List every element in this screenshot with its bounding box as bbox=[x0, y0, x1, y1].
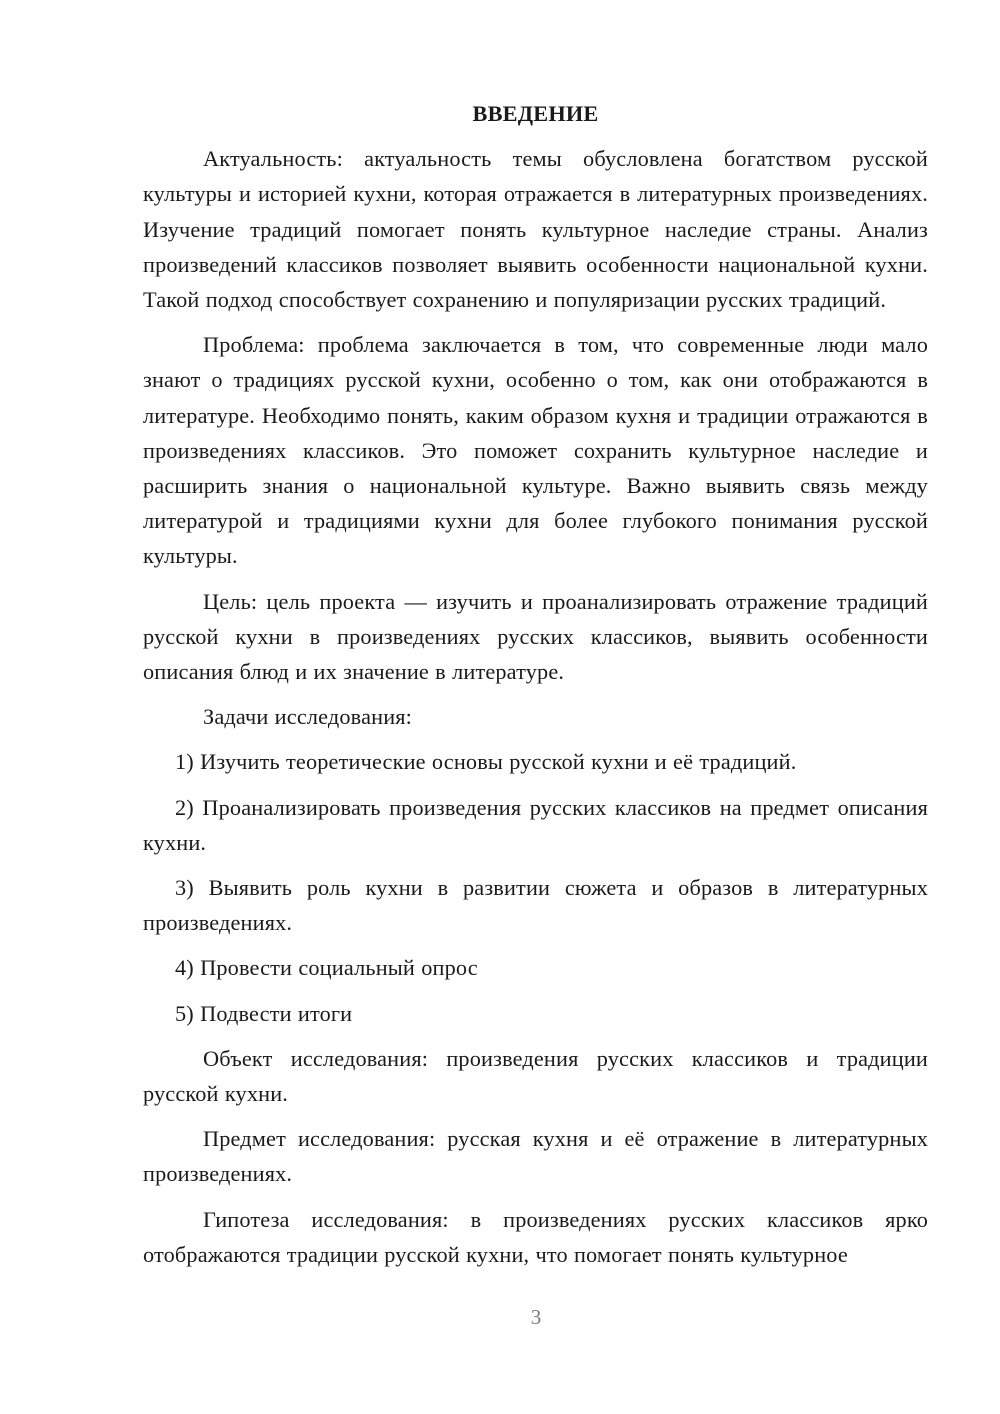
task-item-2: 2) Проанализировать произведения русских классиков на предмет описания кухни. bbox=[143, 794, 928, 855]
problem-paragraph: Проблема: проблема заключается в том, что современные люди мало знают о традициях русской кухни, особенно о том, как они отображаются в литературе. Необходимо понять, каким образом кухня и традиции отражаются в произведениях классиков. Это поможет сохранить культурное наследие и расширить знания о национальной культуре. Важно выявить связь между литературой и традициями кухни для более глубокого понимания русской культуры. bbox=[143, 332, 928, 569]
tasks-heading: Задачи исследования: bbox=[203, 704, 413, 730]
document-body bbox=[143, 96, 928, 1282]
goal-paragraph: Цель: цель проекта — изучить и проанализировать отражение традиций русской кухни в произведениях русских классиков, выявить особенности описания блюд и их значение в литературе. bbox=[143, 588, 928, 685]
hypothesis-paragraph: Гипотеза исследования: в произведениях русских классиков ярко отображаются традиции русской кухни, что помогает понять культурное bbox=[143, 1206, 928, 1267]
relevance-paragraph: Актуальность: актуальность темы обусловлена богатством русской культуры и историей кухни, которая отражается в литературных произведениях. Изучение традиций помогает понять культурное наследие страны. Анализ произведений классиков позволяет выявить особенности национальной кухни. Такой подход способствует сохранению и популяризации русских традиций. bbox=[143, 146, 928, 313]
task-item-3: 3) Выявить роль кухни в развитии сюжета и образов в литературных произведениях. bbox=[143, 875, 928, 936]
section-heading: ВВЕДЕНИЕ bbox=[472, 101, 599, 126]
object-paragraph: Объект исследования: произведения русских классиков и традиции русской кухни. bbox=[143, 1045, 928, 1107]
task-item-5: 5) Подвести итоги bbox=[175, 1000, 353, 1026]
task-item-1: 1) Изучить теоретические основы русской кухни и её традиций. bbox=[175, 749, 797, 775]
subject-paragraph: Предмет исследования: русская кухня и её отражение в литературных произведениях. bbox=[143, 1126, 928, 1187]
page-number: 3 bbox=[530, 1305, 542, 1329]
task-item-4: 4) Провести социальный опрос bbox=[175, 955, 478, 981]
